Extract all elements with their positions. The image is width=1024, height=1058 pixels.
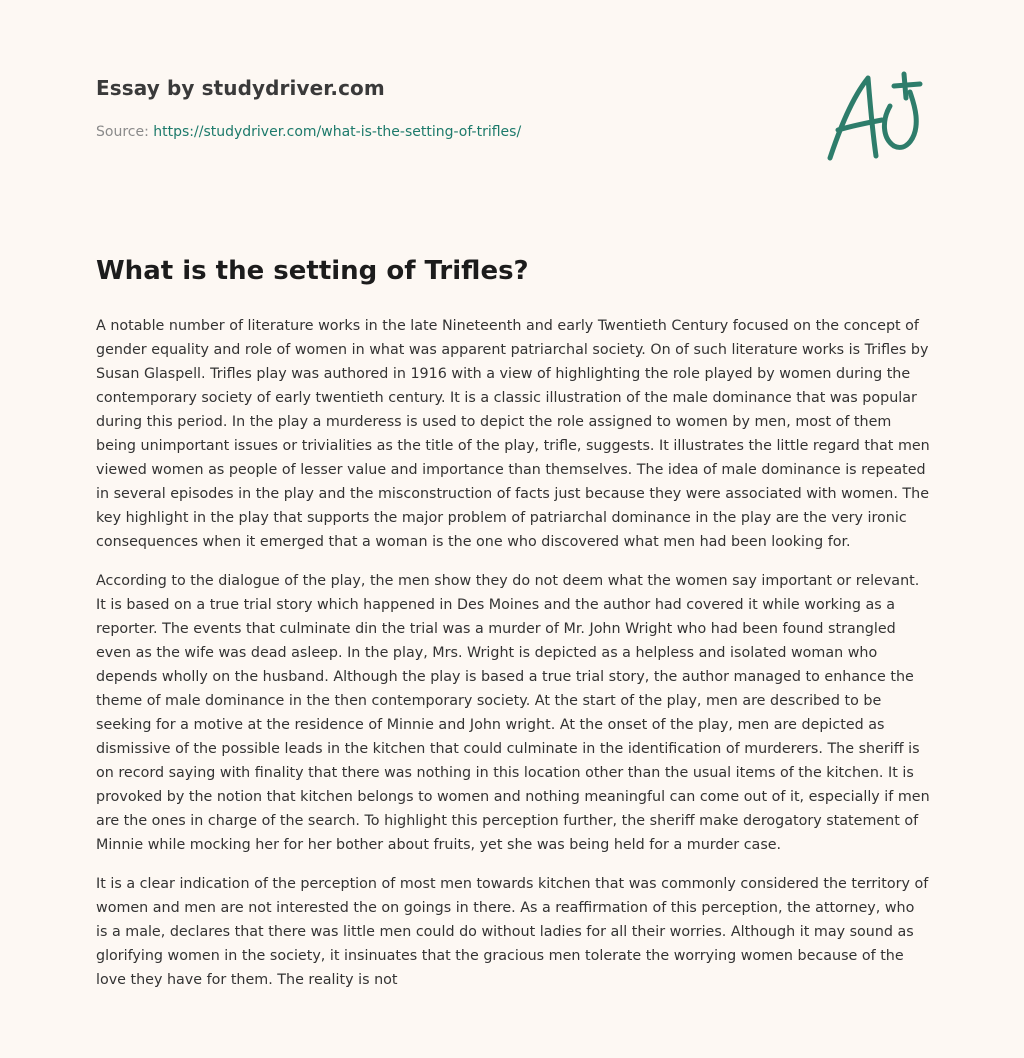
paragraph: According to the dialogue of the play, the men show they do not deem what the women say important or relevant. It is based on a true trial story which happened in Des Moines and the author had covered it while working as a reporter. The events that culminate din the trial was a murder of Mr. John Wright who had been found strangled even as the wife was dead asleep. In the play, Mrs. Wright is depicted as a helpless and isolated woman who depends wholly on the husband. Although the play is based a true trial story, the author managed to enhance the theme of male dominance in the then contemporary society. At the start of the play, men are described to be seeking for a motive at the residence of Minnie and John wright. At the onset of the play, men are depicted as dismissive of the possible leads in the kitchen that could culminate in the identification of murderers. The sheriff is on record saying with finality that there was nothing in this location other than the usual items of the kitchen. It is provoked by the notion that kitchen belongs to women and nothing meaningful can come out of it, especially if men are the ones in charge of the search. To highlight this perception further, the sheriff make derogatory statement of Minnie while mocking her for her bother about fruits, yet she was being held for a murder case. xyxy=(96,573,930,853)
paragraph: A notable number of literature works in the late Nineteenth and early Twentieth Century focused on the concept of gender equality and role of women in what was apparent patriarchal society. On of such literature works is Trifles by Susan Glaspell. Trifles play was authored in 1916 with a view of highlighting the role played by women during the contemporary society of early twentieth century. It is a classic illustration of the male dominance that was popular during this period. In the play a murderess is used to depict the role assigned to women by men, most of them being unimportant issues or trivialities as the title of the play, trifle, suggests. It illustrates the little regard that men viewed women as people of lesser value and importance than themselves. The idea of male dominance is repeated in several episodes in the play and the misconstruction of facts just because they were associated with women. The key highlight in the play that supports the major problem of patriarchal dominance in the play are the very ironic consequences when it emerged that a woman is the one who discovered what men had been looking for. xyxy=(96,318,930,550)
source-label: Source: xyxy=(96,124,149,140)
paragraph: It is a clear indication of the perception of most men towards kitchen that was commonly considered the territory of women and men are not interested the on goings in there. As a reaffirmation of this perception, the attorney, who is a male, declares that there was little men could do without ladies for all their worries. Although it may sound as glorifying women in the society, it insinuates that the gracious men tolerate the worrying women because of the love they have for them. The reality is not xyxy=(96,876,929,988)
site-title: Essay by studydriver.com xyxy=(96,76,385,100)
a-plus-logo-icon xyxy=(820,68,930,168)
essay-body xyxy=(96,314,930,1007)
source-line xyxy=(96,124,521,140)
source-link[interactable]: https://studydriver.com/what-is-the-setting-of-trifles/ xyxy=(153,124,522,140)
essay-title: What is the setting of Trifles? xyxy=(96,256,529,286)
